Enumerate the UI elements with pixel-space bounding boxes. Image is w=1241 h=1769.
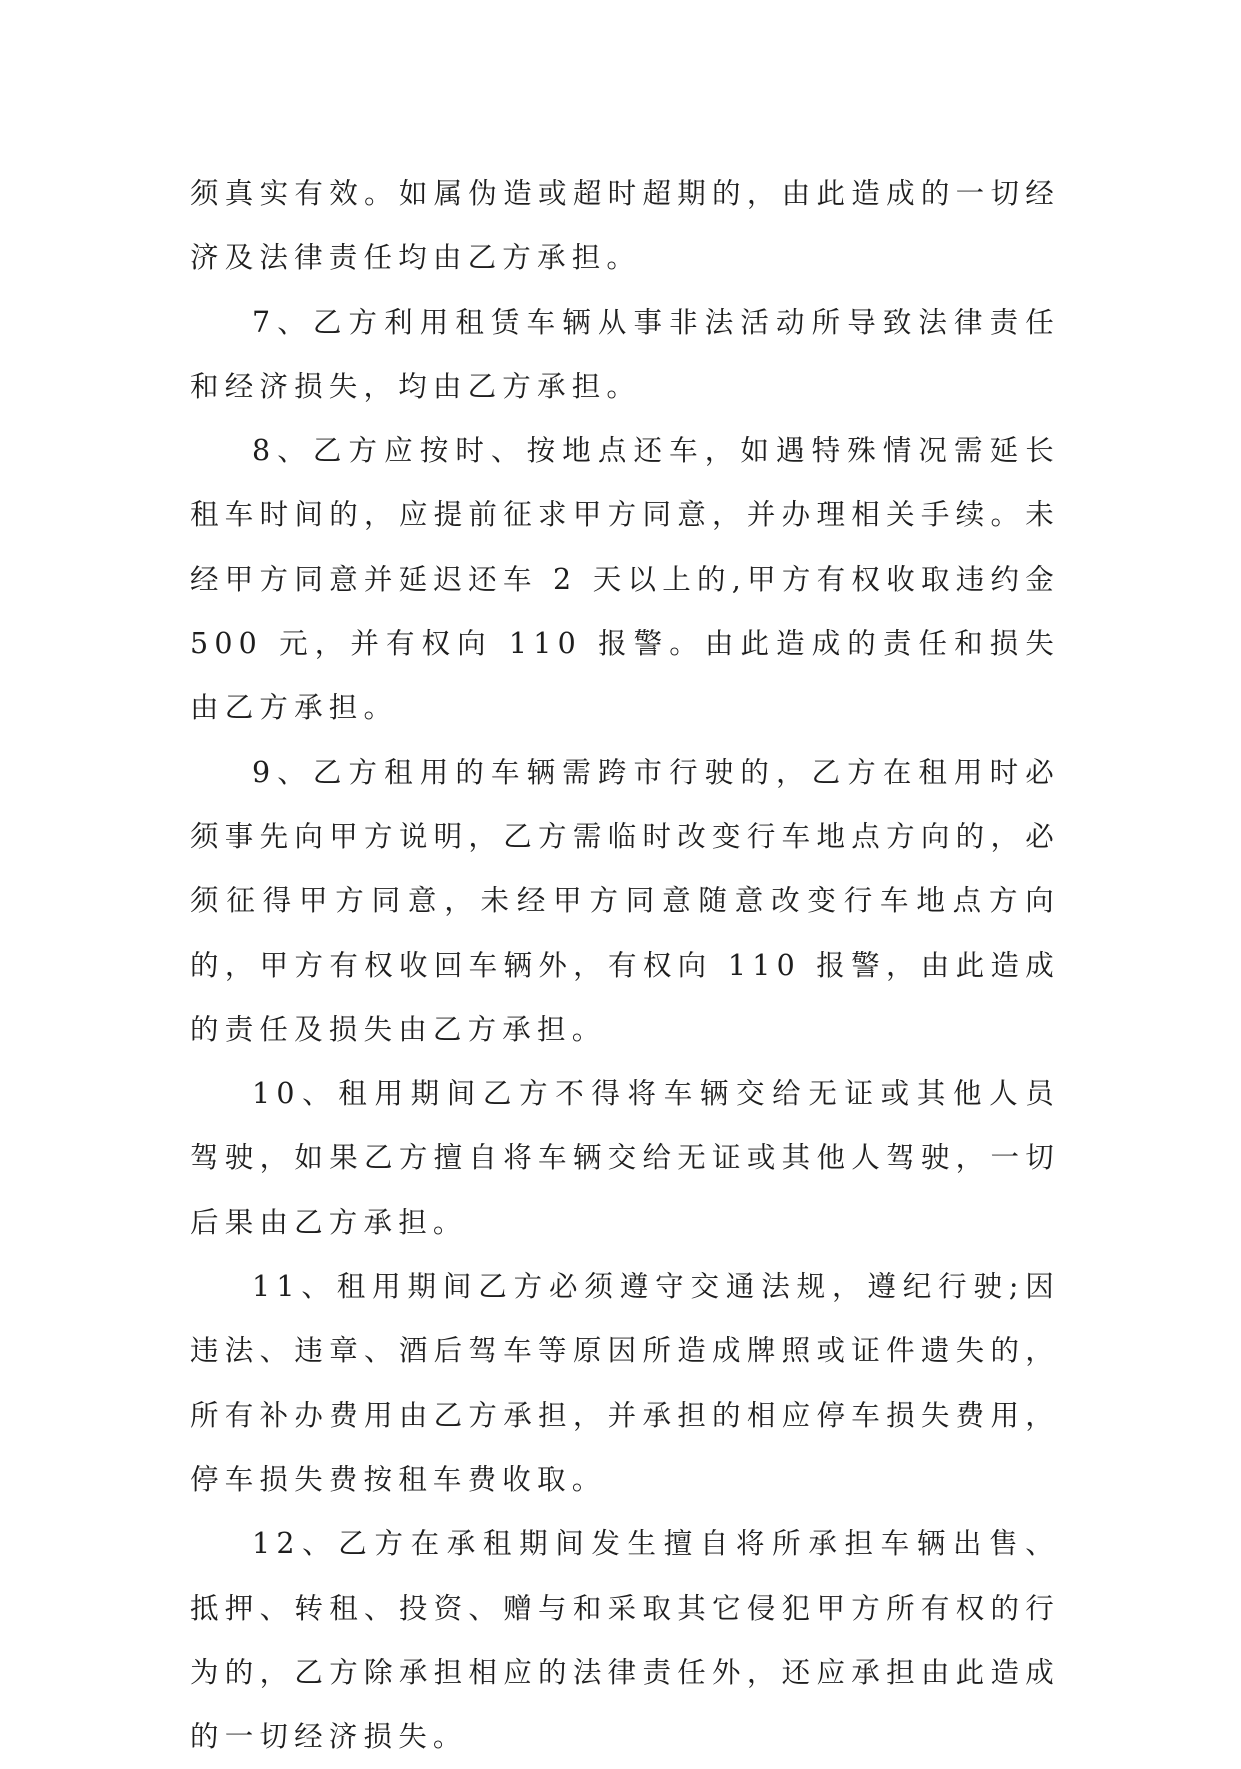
clause-10: 10、租用期间乙方不得将车辆交给无证或其他人员驾驶，如果乙方擅自将车辆交给无证或其他人驾驶，一切后果由乙方承担。 [190,1077,1060,1239]
paragraph-continuation: 须真实有效。如属伪造或超时超期的，由此造成的一切经济及法律责任均由乙方承担。 [190,177,1060,275]
clause-8: 8、乙方应按时、按地点还车，如遇特殊情况需延长租车时间的，应提前征求甲方同意，并办理相关手续。未经甲方同意并延迟还车 2 天以上的,甲方有权收取违约金 500 元，并有权向 110 报警。由此造成的责任和损失由乙方承担。 [190,434,1060,725]
clause-9: 9、乙方租用的车辆需跨市行驶的，乙方在租用时必须事先向甲方说明，乙方需临时改变行车地点方向的，必须征得甲方同意，未经甲方同意随意改变行车地点方向的，甲方有权收回车辆外，有权向 110 报警，由此造成的责任及损失由乙方承担。 [190,755,1060,1046]
clause-11: 11、租用期间乙方必须遵守交通法规，遵纪行驶;因违法、违章、酒后驾车等原因所造成牌照或证件遗失的，所有补办费用由乙方承担，并承担的相应停车损失费用，停车损失费按租车费收取。 [190,1270,1060,1496]
document-body [190,162,1060,1769]
clause-7: 7、乙方利用租赁车辆从事非法活动所导致法律责任和经济损失，均由乙方承担。 [190,305,1060,403]
clause-12: 12、乙方在承租期间发生擅自将所承担车辆出售、抵押、转租、投资、赠与和采取其它侵犯甲方所有权的行为的，乙方除承担相应的法律责任外，还应承担由此造成的一切经济损失。 [190,1527,1060,1754]
